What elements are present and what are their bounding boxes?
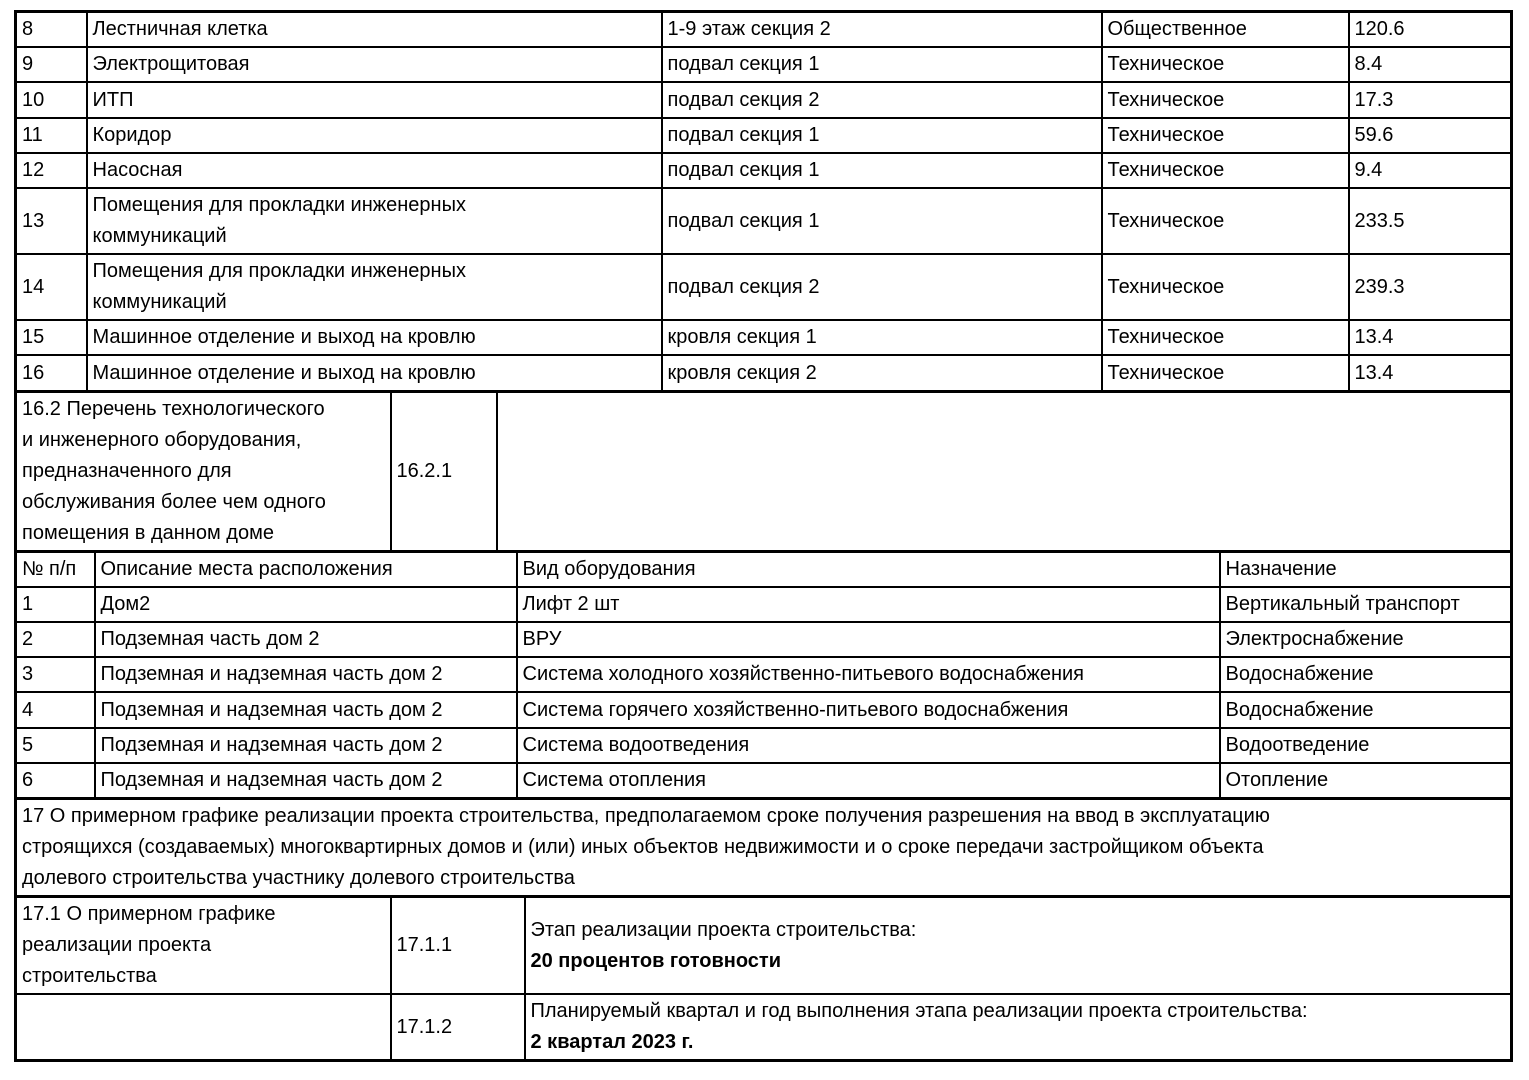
cell-equipment-text: Система отопления [522, 769, 707, 792]
cell-equipment-text: Система горячего хозяйственно-питьевого водоснабжения [522, 698, 1069, 721]
cell-num-text: 16 [22, 361, 45, 384]
cell-location [95, 692, 517, 727]
cell-purpose [1102, 82, 1349, 117]
table-row [16, 897, 1512, 995]
cell-area-text: 239.3 [1354, 275, 1405, 298]
cell-location [662, 118, 1102, 153]
cell-purpose-text: Отопление [1225, 769, 1329, 792]
cell-area [1349, 47, 1512, 82]
cell-name-text: Машинное отделение и выход на кровлю [92, 361, 476, 384]
cell-name [87, 82, 662, 117]
cell-num [16, 153, 87, 188]
cell-location-text: подвал секция 1 [667, 159, 820, 182]
table-row [16, 188, 1512, 254]
cell-area [1349, 355, 1512, 391]
cell-num-text: 8 [22, 18, 34, 41]
equipment-table [14, 550, 1513, 801]
table-row [16, 82, 1512, 117]
cell-area-text: 13.4 [1354, 361, 1394, 384]
cell-num [16, 763, 95, 799]
cell-location [95, 728, 517, 763]
cell-equipment-text: Система холодного хозяйственно-питьевого водоснабжения [522, 663, 1085, 686]
cell-num-text: 9 [22, 53, 34, 76]
cell-num [16, 188, 87, 254]
cell-purpose-text: Техническое [1107, 209, 1225, 232]
item-17-1-1-question: Этап реализации проекта строительства: [530, 918, 917, 941]
cell-location [662, 355, 1102, 391]
cell-area-text: 9.4 [1354, 159, 1383, 182]
cell-purpose-text: Вертикальный транспорт [1225, 592, 1460, 615]
cell-location [662, 82, 1102, 117]
column-header-purpose-text: Назначение [1225, 557, 1337, 580]
cell-equipment [517, 622, 1220, 657]
cell-location-text: Подземная часть дом 2 [100, 628, 320, 651]
table-row [16, 47, 1512, 82]
cell-location [662, 153, 1102, 188]
cell-purpose-text: Водоснабжение [1225, 663, 1374, 686]
cell-location [95, 622, 517, 657]
cell-location [95, 657, 517, 692]
cell-num [16, 47, 87, 82]
section-16-2-table [14, 390, 1513, 553]
cell-name [87, 12, 662, 48]
cell-name [87, 153, 662, 188]
cell-name [87, 188, 662, 254]
cell-purpose [1220, 728, 1512, 763]
cell-purpose-text: Техническое [1107, 326, 1225, 349]
cell-equipment-text: Лифт 2 шт [522, 592, 620, 615]
cell-location [662, 188, 1102, 254]
item-17-1-1-code [391, 897, 525, 995]
column-header-equipment-text: Вид оборудования [522, 557, 696, 580]
cell-location [662, 12, 1102, 48]
cell-area-text: 233.5 [1354, 209, 1405, 232]
cell-purpose [1102, 188, 1349, 254]
section-16-2-value [497, 391, 1512, 551]
column-header-num-text: № п/п [22, 557, 77, 580]
table-row [16, 355, 1512, 391]
cell-purpose-text: Техническое [1107, 159, 1225, 182]
cell-area [1349, 320, 1512, 355]
item-17-1-2-code-text: 17.1.2 [396, 1015, 453, 1038]
cell-purpose [1102, 153, 1349, 188]
table-row [16, 153, 1512, 188]
cell-equipment [517, 763, 1220, 799]
cell-purpose-text: Техническое [1107, 361, 1225, 384]
cell-num [16, 82, 87, 117]
item-17-1-2-answer: 2 квартал 2023 г. [530, 1031, 694, 1054]
cell-name-text: ИТП [92, 88, 134, 111]
cell-num [16, 692, 95, 727]
cell-location-text: подвал секция 2 [667, 275, 820, 298]
cell-purpose-text: Общественное [1107, 18, 1247, 41]
cell-name [87, 355, 662, 391]
cell-location-text: кровля секция 2 [667, 361, 817, 384]
section-17-1-label [16, 897, 391, 995]
cell-area [1349, 153, 1512, 188]
cell-area-text: 13.4 [1354, 326, 1394, 349]
column-header-equipment [517, 551, 1220, 587]
item-17-1-1-value [525, 897, 1512, 995]
cell-location-text: подвал секция 1 [667, 53, 820, 76]
table-row [16, 587, 1512, 622]
cell-purpose [1220, 657, 1512, 692]
cell-num [16, 118, 87, 153]
cell-area [1349, 254, 1512, 320]
cell-location-text: Дом2 [100, 592, 151, 615]
cell-name [87, 254, 662, 320]
section-17-table [14, 797, 1513, 898]
cell-name-text: Машинное отделение и выход на кровлю [92, 326, 476, 349]
cell-num-text: 14 [22, 275, 45, 298]
cell-num-text: 3 [22, 663, 34, 686]
cell-purpose-text: Техническое [1107, 53, 1225, 76]
table-row [16, 994, 1512, 1061]
cell-num-text: 5 [22, 733, 34, 756]
cell-location-text: кровля секция 1 [667, 326, 817, 349]
cell-num [16, 622, 95, 657]
cell-location-text: Подземная и надземная часть дом 2 [100, 769, 443, 792]
cell-equipment [517, 657, 1220, 692]
cell-num [16, 355, 87, 391]
cell-location-text: подвал секция 1 [667, 123, 820, 146]
table-row [16, 391, 1512, 551]
cell-name [87, 320, 662, 355]
cell-num [16, 254, 87, 320]
cell-area-text: 17.3 [1354, 88, 1394, 111]
cell-purpose [1102, 320, 1349, 355]
cell-purpose [1102, 47, 1349, 82]
cell-name-text: Насосная [92, 159, 183, 182]
table-row [16, 763, 1512, 799]
cell-purpose [1102, 355, 1349, 391]
table-row [16, 799, 1512, 897]
cell-area-text: 120.6 [1354, 18, 1405, 41]
cell-equipment-text: Система водоотведения [522, 733, 750, 756]
section-16-2-code [391, 391, 497, 551]
table-row [16, 657, 1512, 692]
cell-num-text: 12 [22, 159, 45, 182]
cell-location [662, 254, 1102, 320]
cell-num-text: 2 [22, 628, 34, 651]
cell-location-text: Подземная и надземная часть дом 2 [100, 733, 443, 756]
cell-location [662, 47, 1102, 82]
cell-num-text: 13 [22, 209, 45, 232]
section-17-1-table [14, 895, 1513, 1062]
cell-area [1349, 118, 1512, 153]
cell-location-text: 1-9 этаж секция 2 [667, 18, 831, 41]
table-row [16, 320, 1512, 355]
cell-area [1349, 82, 1512, 117]
cell-purpose-text: Техническое [1107, 123, 1225, 146]
column-header-location-text: Описание места расположения [100, 557, 393, 580]
cell-num [16, 12, 87, 48]
section-16-2-label-text: 16.2 Перечень технологического и инженерного оборудования, предназначенного для обслуживания более чем одного помещения в данном доме [22, 397, 326, 544]
table-row [16, 118, 1512, 153]
cell-purpose [1220, 692, 1512, 727]
column-header-num [16, 551, 95, 587]
cell-location [95, 587, 517, 622]
item-17-1-2-value [525, 994, 1512, 1061]
section-16-2-label [16, 391, 391, 551]
cell-num-text: 10 [22, 88, 45, 111]
cell-num-text: 1 [22, 592, 34, 615]
cell-purpose-text: Водоснабжение [1225, 698, 1374, 721]
section-17-text-cell [16, 799, 1512, 897]
cell-area [1349, 12, 1512, 48]
table-row [16, 622, 1512, 657]
cell-purpose [1102, 254, 1349, 320]
section-17-1-empty-cell [16, 994, 391, 1061]
cell-location-text: Подземная и надземная часть дом 2 [100, 663, 443, 686]
cell-purpose [1102, 118, 1349, 153]
cell-num-text: 4 [22, 698, 34, 721]
cell-area-text: 8.4 [1354, 53, 1383, 76]
section-17-1-label-text: 17.1 О примерном графике реализации проекта строительства [22, 903, 276, 988]
cell-num-text: 6 [22, 769, 34, 792]
cell-purpose-text: Электроснабжение [1225, 628, 1404, 651]
header-row [16, 551, 1512, 587]
cell-name [87, 118, 662, 153]
cell-num [16, 657, 95, 692]
cell-num [16, 587, 95, 622]
cell-equipment-text: ВРУ [522, 628, 562, 651]
cell-equipment [517, 587, 1220, 622]
item-17-1-1-answer: 20 процентов готовности [530, 949, 781, 972]
cell-purpose [1220, 763, 1512, 799]
cell-purpose [1220, 587, 1512, 622]
cell-num-text: 15 [22, 326, 45, 349]
cell-name-text: Коридор [92, 123, 172, 146]
cell-name-text: Помещения для прокладки инженерных коммуникаций [92, 260, 466, 314]
cell-equipment [517, 692, 1220, 727]
table-row [16, 692, 1512, 727]
item-17-1-1-code-text: 17.1.1 [396, 934, 453, 957]
cell-area [1349, 188, 1512, 254]
cell-num [16, 728, 95, 763]
cell-purpose [1102, 12, 1349, 48]
cell-location-text: Подземная и надземная часть дом 2 [100, 698, 443, 721]
cell-name-text: Помещения для прокладки инженерных коммуникаций [92, 194, 466, 248]
table-row [16, 728, 1512, 763]
cell-purpose-text: Техническое [1107, 275, 1225, 298]
cell-equipment [517, 728, 1220, 763]
table-row [16, 12, 1512, 48]
cell-area-text: 59.6 [1354, 123, 1394, 146]
cell-name-text: Лестничная клетка [92, 18, 268, 41]
cell-num [16, 320, 87, 355]
table-row [16, 254, 1512, 320]
cell-num-text: 11 [22, 123, 43, 146]
cell-location [95, 763, 517, 799]
cell-location [662, 320, 1102, 355]
item-17-1-2-question: Планируемый квартал и год выполнения этапа реализации проекта строительства: [530, 1000, 1308, 1023]
cell-location-text: подвал секция 2 [667, 88, 820, 111]
section-17-text: 17 О примерном графике реализации проекта строительства, предполагаемом сроке получения разрешения на ввод в эксплуатацию строящихся (создаваемых) многоквартирных домов и (или) иных объектов недвижимости и о сроке передачи застройщиком объекта долевого строительства участнику долевого строительства [22, 805, 1270, 890]
cell-name-text: Электрощитовая [92, 53, 250, 76]
cell-purpose-text: Техническое [1107, 88, 1225, 111]
rooms-continuation-table [14, 10, 1513, 393]
column-header-location [95, 551, 517, 587]
cell-purpose-text: Водоотведение [1225, 733, 1370, 756]
item-17-1-2-code [391, 994, 525, 1061]
cell-purpose [1220, 622, 1512, 657]
column-header-purpose [1220, 551, 1512, 587]
cell-name [87, 47, 662, 82]
section-16-2-code-text: 16.2.1 [396, 459, 453, 482]
cell-location-text: подвал секция 1 [667, 209, 820, 232]
